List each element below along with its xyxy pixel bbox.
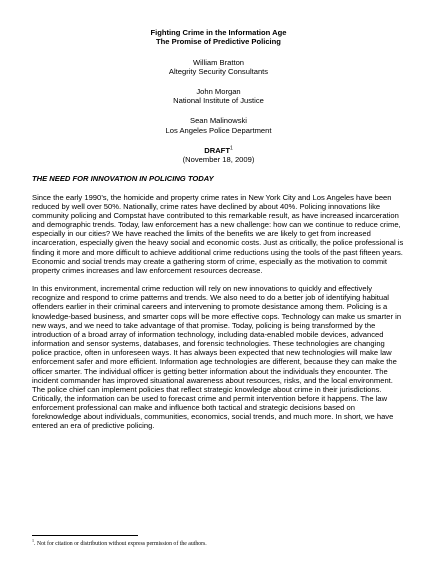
footnote-divider [32,535,138,536]
footnote-text: . Not for citation or distribution without express permission of the authors. [34,541,207,547]
draft-footnote-marker: 1 [229,145,233,152]
author-affiliation: Altegrity Security Consultants [168,66,269,76]
title-block [32,28,405,47]
author-name: Sean Malinowski [190,116,247,126]
author-affiliation: National Institute of Justice [173,96,264,106]
section-heading: THE NEED FOR INNOVATION IN POLICING TODAY [32,174,214,184]
author-name: William Bratton [192,57,245,67]
author-affiliation: Los Angeles Police Department [165,125,272,135]
author-block [32,87,405,105]
footnote [32,538,207,548]
author-block [32,116,405,134]
author-block [32,58,405,76]
body-paragraph: Since the early 1990’s, the homicide and property crime rates in New York City and Los Angeles have been reduced by well over 50%. Nationally, crime rates have declined by about 40%. Policing innovations like community policing and Compstat have contributed to this remarkable result, as have increased incarceration and demographic trends. Today, law enforcement has a new challenge: how can we continue to reduce crime, especially in our cities? We have reached the limits of the benefits we are likely to get from increased incarceration, especially given the heavy social and economic costs. Just as critically, the police professional is finding it more and more difficult to achieve additional crime reductions using the tools of the past fifteen years. Economic and social trends may create a gathering storm of crime, especially as the motivation to commit property crimes increases and law enforcement resources decrease. [32,192,404,275]
footnote-marker: 1 [32,538,34,544]
draft-date: (November 18, 2009) [182,155,255,165]
body-paragraph: In this environment, incremental crime reduction will rely on new innovations to quickly and effectively recognize and respond to crime patterns and trends. We also need to do a better job of identifying habitual offenders earlier in their criminal careers and intervening to promote desistance among them. Policing is a knowledge-based business, and smarter cops will be more effective cops. Technology can make us smarter in new ways, and we need to take advantage of that promise. Today, policing is being transformed by the introduction of a broad array of information technology, including data-enabled mobile devices, advanced information and sensor systems, databases, and forensic technologies. These technologies are changing police practice, often in unforeseen ways. It has always been expected that new technologies will make law enforcement safer and more efficient. Information age technologies are different, because they can make the officer smarter. The individual officer is getting better information about the individuals they encounter. The incident commander has improved situational awareness about resources, risks, and the local environment. The police chief can implement policies that reflect strategic knowledge about crime in their jurisdictions. Critically, the information can be used to forecast crime and permit intervention before it happens. The law enforcement professional can make and influence both tactical and strategic decisions based on foreknowledge about individuals, communities, economics, social trends, and much more. In short, we have entered an era of predictive policing. [32,284,402,431]
draft-label: DRAFT [204,145,230,155]
document-subtitle: The Promise of Predictive Policing [156,37,281,47]
document-title: Fighting Crime in the Information Age [150,28,287,37]
author-name: John Morgan [196,87,241,96]
draft-block [32,146,405,165]
